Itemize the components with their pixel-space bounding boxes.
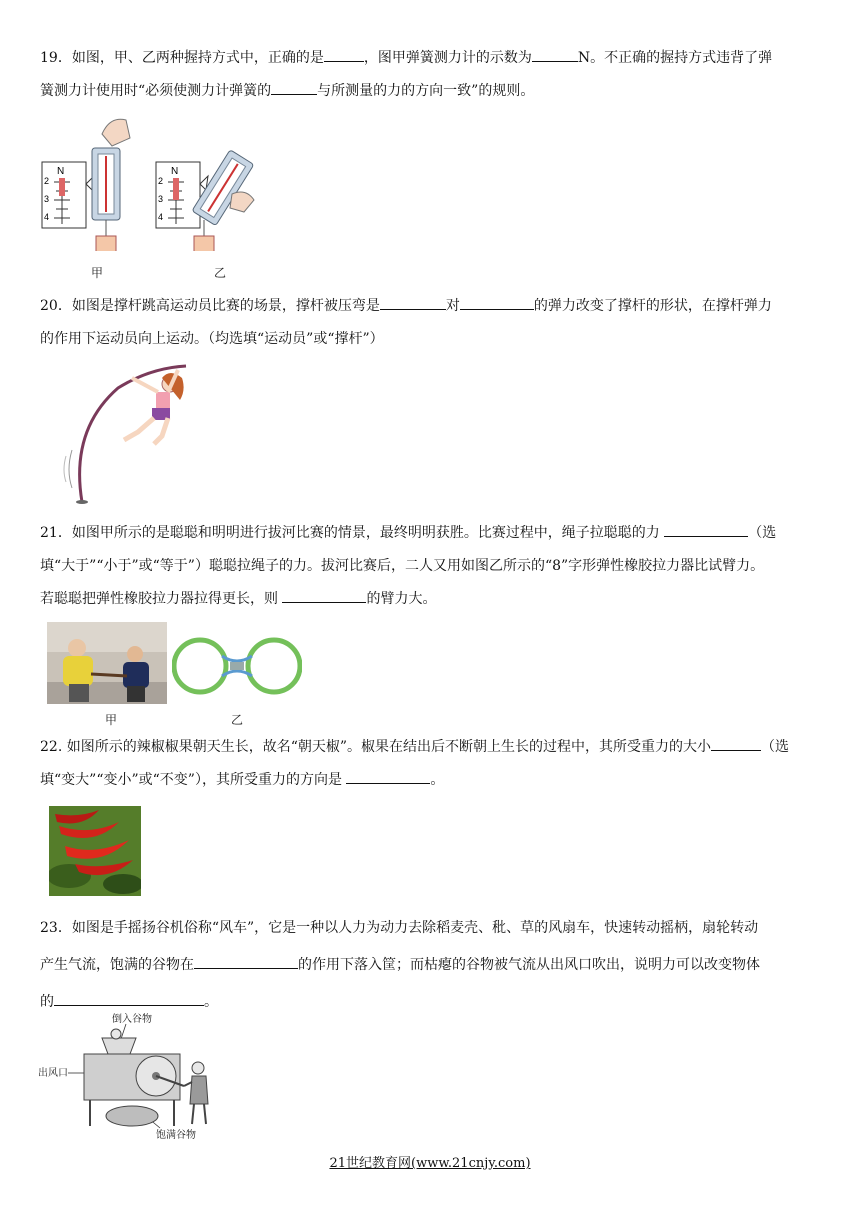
answer-blank[interactable] [346,768,430,784]
chili-pepper-photo [49,806,141,896]
tug-of-war-photo [47,622,167,704]
answer-blank[interactable] [380,294,446,310]
question-20: 20．如图是撑杆跳高运动员比赛的场景，撑杆被压弯是 对 的弹力改变了撑杆的形状，在撑杆弹力 的作用下运动员向上运动。（均选填“运动员”或“撑杆”） [40,292,825,354]
svg-text:4: 4 [158,212,164,222]
pole-vault-figure [58,360,198,506]
svg-text:4: 4 [44,212,50,222]
question-21: 21．如图甲所示的是聪聪和明明进行拔河比赛的情景，最终明明获胜。比赛过程中，绳子拉聪聪的力 （选 填“大于”“小于”或“等于”）聪聪拉绳子的力。拔河比赛后，二人又用如图乙所示的“8”字形弹性橡胶拉力器比试臂力。 若聪聪把弹性橡胶拉力器拉得更长，则 的臂力大。 [40,519,825,614]
question-19: 19．如图，甲、乙两种握持方式中，正确的是 ，图甲弹簧测力计的示数为 N。不正确的握持方式违背了弹 簧测力计使用时“必须使测力计弹簧的 与所测量的力的方向一致”的规则。 [40,44,825,106]
figure-eight-expander [172,632,302,700]
figure-caption-jia: 甲 [105,713,118,727]
answer-blank[interactable] [54,990,204,1006]
svg-text:3: 3 [44,194,50,204]
question-23: 23．如图是手摇扬谷机俗称“风车”，它是一种以人力为动力去除稻麦壳、秕、草的风扇车，快速转动摇柄，扇轮转动 产生气流，饱满的谷物在 的作用下落入筐；而枯瘪的谷物被气流从出风口吹出，说明力可以改变物体 的 。 [40,920,760,1010]
answer-blank[interactable] [532,46,578,62]
page-footer[interactable]: 21世纪教育网(www.21cnjy.com) [329,1156,531,1171]
spring-scale-jia [42,119,130,251]
spring-scale-yi [156,150,254,251]
figure-caption-yi: 乙 [231,713,244,727]
svg-text:N: N [171,166,179,177]
answer-blank[interactable] [282,587,366,603]
svg-text:倒入谷物: 倒入谷物 [112,1014,152,1025]
svg-text:饱满谷物: 饱满谷物 [156,1130,196,1141]
spring-scale-figure [40,116,260,251]
answer-blank[interactable] [460,294,534,310]
figure-caption-yi: 乙 [214,266,227,280]
figure-caption-jia: 甲 [91,266,104,280]
answer-blank[interactable] [194,953,298,969]
svg-text:N: N [57,166,65,177]
question-22: 22. 如图所示的辣椒椒果朝天生长，故名“朝天椒”。椒果在结出后不断朝上生长的过程中，其所受重力的大小 （选 填“变大”“变小”或“不变”），其所受重力的方向是 。 [40,733,825,795]
svg-text:2: 2 [158,176,164,186]
svg-text:出风口: 出风口 [38,1068,68,1079]
answer-blank[interactable] [324,46,364,62]
svg-text:2: 2 [44,176,50,186]
answer-blank[interactable] [664,521,748,537]
winnowing-machine-figure [36,1008,226,1144]
answer-blank[interactable] [711,735,761,751]
svg-text:3: 3 [158,194,164,204]
answer-blank[interactable] [271,79,317,95]
